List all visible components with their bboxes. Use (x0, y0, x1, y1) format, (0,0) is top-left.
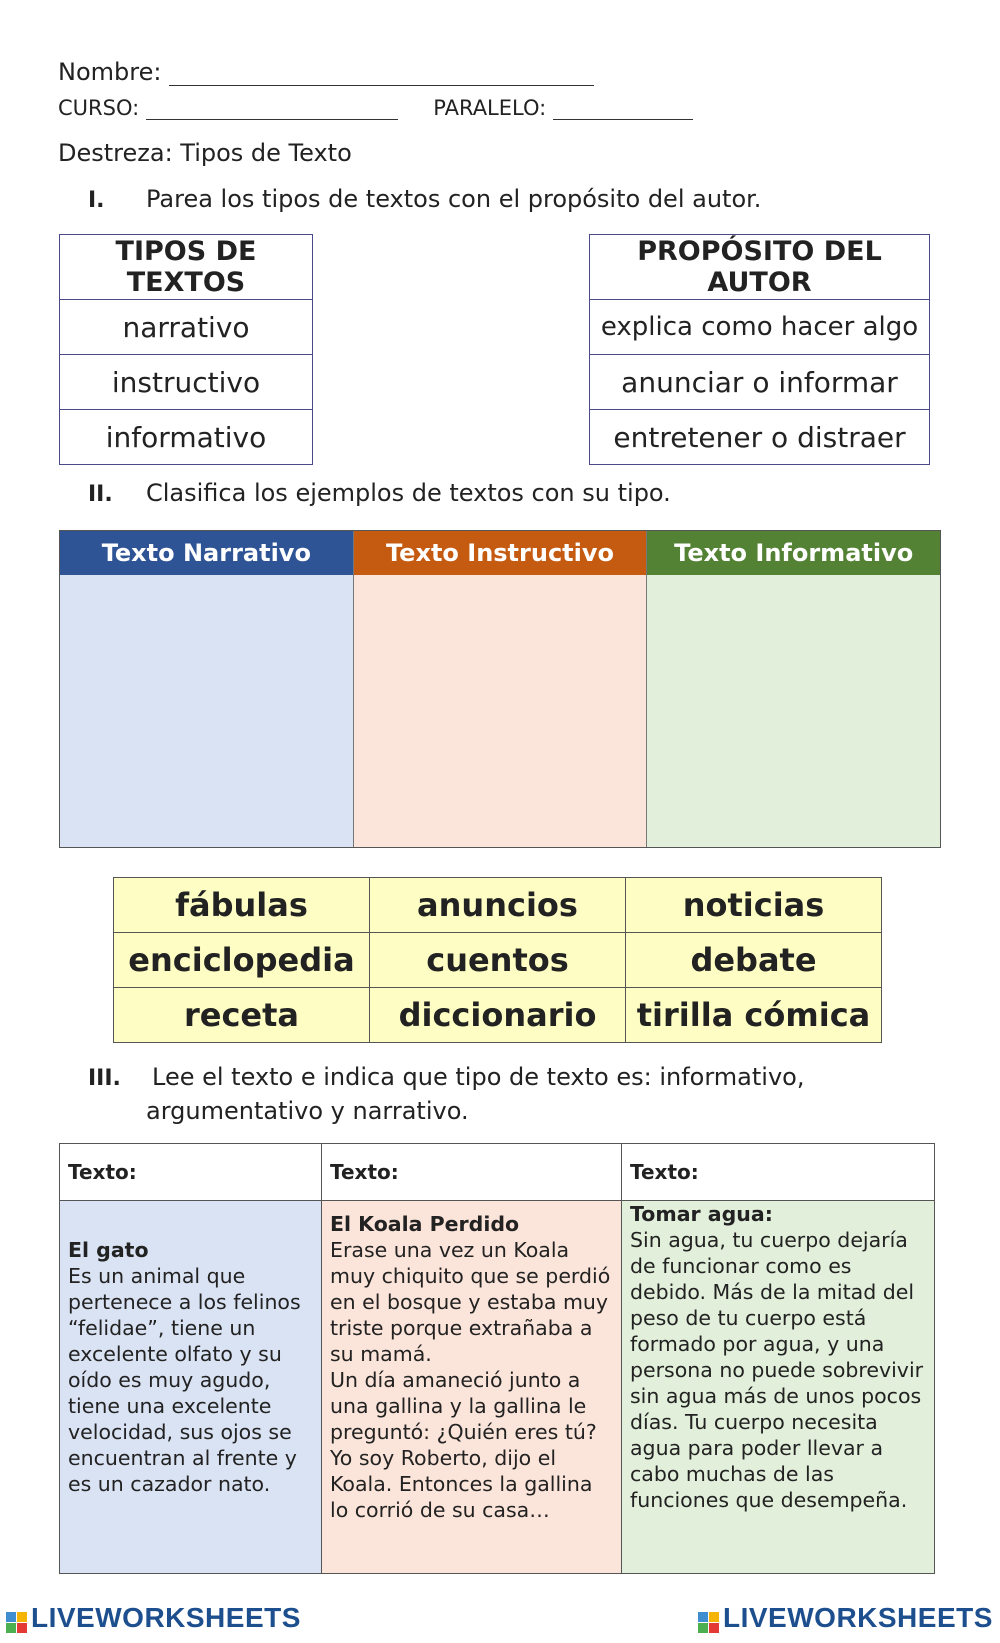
classify-table (59, 530, 941, 848)
proposito-header: PROPÓSITO DEL AUTOR (590, 235, 930, 300)
proposito-explica[interactable]: explica como hacer algo (590, 300, 930, 355)
instructivo-column (354, 531, 648, 847)
word-item[interactable]: diccionario (370, 988, 626, 1043)
informativo-column (647, 531, 940, 847)
section1-instruction: Parea los tipos de textos con el propósito del autor. (146, 185, 762, 213)
word-item[interactable]: cuentos (370, 933, 626, 988)
section3-instruction-line2: argumentativo y narrativo. (146, 1097, 469, 1125)
liveworksheets-logo-icon (6, 1612, 28, 1634)
text-title: Tomar agua: (630, 1202, 773, 1226)
brand-text: LIVEWORKSHEETS (723, 1602, 993, 1633)
liveworksheets-logo-icon (698, 1612, 720, 1634)
informativo-column-header: Texto Informativo (647, 531, 940, 575)
tipo-narrativo[interactable]: narrativo (60, 300, 313, 355)
text-body: Es un animal que pertenece a los felinos “felidae”, tiene un excelente olfato y su oído es muy agudo, tiene una excelente velocidad, sus ojos se encuentran al frente y es un cazador nato. (68, 1264, 301, 1496)
curso-row (58, 96, 693, 120)
word-item[interactable]: tirilla cómica (626, 988, 882, 1043)
instructivo-column-header: Texto Instructivo (354, 531, 647, 575)
narrativo-drop-zone[interactable] (60, 575, 353, 847)
section2-instruction: Clasifica los ejemplos de textos con su tipo. (146, 479, 671, 507)
text-card-koala (322, 1201, 622, 1574)
texts-table (59, 1143, 935, 1574)
word-item[interactable]: receta (114, 988, 370, 1043)
section1-heading (88, 185, 762, 213)
section2-numeral: II. (88, 482, 113, 507)
paralelo-label: PARALELO: (433, 96, 547, 120)
section3-numeral: III. (88, 1066, 121, 1091)
informativo-drop-zone[interactable] (647, 575, 940, 847)
section3-instruction-line1: Lee el texto e indica que tipo de texto es: informativo, (152, 1063, 805, 1091)
texto-label: Texto: (60, 1144, 322, 1201)
tipo-informativo[interactable]: informativo (60, 410, 313, 465)
word-item[interactable]: debate (626, 933, 882, 988)
tipos-header: TIPOS DE TEXTOS (60, 235, 313, 300)
word-bank (113, 877, 882, 1043)
proposito-entretener[interactable]: entretener o distraer (590, 410, 930, 465)
footer-logo-left (6, 1602, 301, 1634)
proposito-anunciar[interactable]: anunciar o informar (590, 355, 930, 410)
text-body: Sin agua, tu cuerpo dejaría de funcionar como es debido. Más de la mitad del peso de tu cuerpo está formado por agua, y una persona no puede sobrevivir sin agua más de unos pocos días. Tu cuerpo necesita agua para poder llevar a cabo muchas de las funciones que desempeña. (630, 1228, 924, 1512)
narrativo-column-header: Texto Narrativo (60, 531, 353, 575)
brand-text: LIVEWORKSHEETS (31, 1602, 301, 1633)
paralelo-field[interactable] (553, 97, 693, 120)
nombre-row (58, 58, 594, 86)
text-card-gato (60, 1201, 322, 1574)
word-item[interactable]: enciclopedia (114, 933, 370, 988)
texto-label: Texto: (322, 1144, 622, 1201)
tipo-instructivo[interactable]: instructivo (60, 355, 313, 410)
section3-heading (88, 1063, 805, 1091)
footer-logo-right (698, 1602, 993, 1634)
section1-numeral: I. (88, 188, 105, 213)
destreza: Destreza: Tipos de Texto (58, 139, 352, 167)
section2-heading (88, 479, 671, 507)
word-item[interactable]: fábulas (114, 878, 370, 933)
texto-label: Texto: (622, 1144, 935, 1201)
narrativo-column (60, 531, 354, 847)
curso-field[interactable] (146, 97, 398, 120)
text-title: El Koala Perdido (330, 1212, 520, 1236)
tipos-table (59, 234, 313, 465)
nombre-field[interactable] (169, 63, 594, 86)
word-item[interactable]: anuncios (370, 878, 626, 933)
curso-label: CURSO: (58, 96, 140, 120)
nombre-label: Nombre: (58, 58, 162, 86)
proposito-table (589, 234, 930, 465)
text-body: Erase una vez un Koala muy chiquito que se perdió en el bosque y estaba muy triste porque extrañaba a su mamá. Un día amaneció junto a una gallina y la gallina le preguntó: ¿Quién eres tú? Yo soy Roberto, dijo el Koala. Entonces la gallina lo corrió de su casa… (330, 1238, 611, 1522)
text-card-agua (622, 1201, 935, 1574)
text-title: El gato (68, 1238, 149, 1262)
word-item[interactable]: noticias (626, 878, 882, 933)
instructivo-drop-zone[interactable] (354, 575, 647, 847)
